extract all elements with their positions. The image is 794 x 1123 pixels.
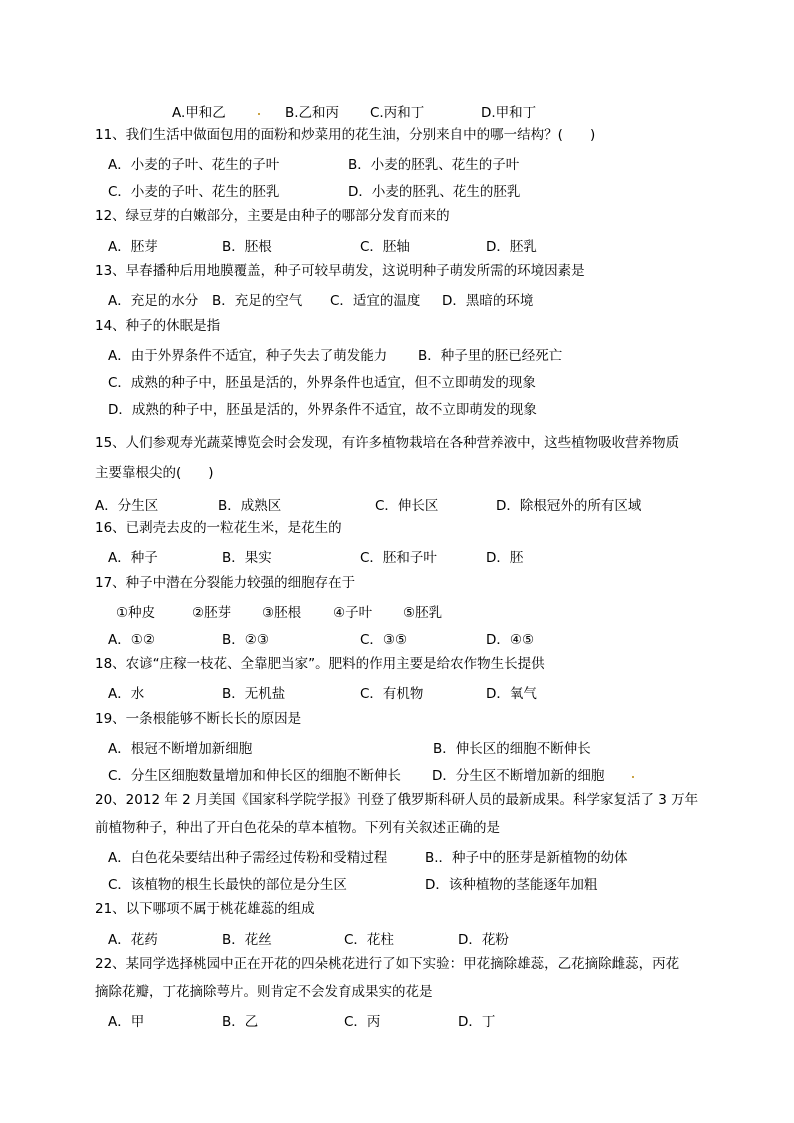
q15-option-a: A．分生区 <box>95 498 159 514</box>
q13-option-b: B．充足的空气 <box>212 293 303 309</box>
q16-option-d: D．胚 <box>486 550 524 566</box>
q10-option-d: D.甲和丁 <box>481 105 537 121</box>
q14-option-c: C．成熟的种子中，胚虽是活的，外界条件也适宜，但不立即萌发的现象 <box>108 375 536 391</box>
q10-option-a: A.甲和乙 <box>172 105 226 121</box>
q17-item-4: ④子叶 <box>333 605 373 621</box>
question-11-stem: 11、我们生活中做面包用的面粉和炒菜用的花生油，分别来自中的哪一结构？( ) <box>95 127 596 143</box>
q18-option-c: C．有机物 <box>360 686 424 702</box>
question-20-stem-line-1: 20、2012 年 2 月美国《国家科学院学报》刊登了俄罗斯科研人员的最新成果。科学家复活了 3 万年 <box>95 792 699 808</box>
q15-option-b: B．成熟区 <box>218 498 282 514</box>
q17-option-d: D．④⑤ <box>486 632 535 648</box>
q12-option-b: B．胚根 <box>222 239 272 255</box>
q22-option-c: C．丙 <box>344 1014 381 1030</box>
q12-option-d: D．胚乳 <box>486 239 537 255</box>
q17-item-2: ②胚芽 <box>192 605 232 621</box>
question-14-stem: 14、种子的休眠是指 <box>95 318 221 334</box>
q18-option-a: A．水 <box>108 686 145 702</box>
q18-option-d: D．氧气 <box>486 686 537 702</box>
q11-option-c: C．小麦的子叶、花生的胚乳 <box>108 184 280 200</box>
q13-option-a: A．充足的水分 <box>108 293 199 309</box>
q16-option-c: C．胚和子叶 <box>360 550 437 566</box>
q10-option-b: B.乙和丙 <box>285 105 340 121</box>
q11-option-a: A．小麦的子叶、花生的子叶 <box>108 157 280 173</box>
q16-option-b: B．果实 <box>222 550 272 566</box>
q17-item-3: ③胚根 <box>262 605 302 621</box>
q12-option-c: C．胚轴 <box>360 239 410 255</box>
q15-option-d: D．除根冠外的所有区域 <box>496 498 642 514</box>
q14-option-b: B．种子里的胚已经死亡 <box>418 348 563 364</box>
stray-mark <box>632 776 634 778</box>
question-13-stem: 13、早春播种后用地膜覆盖，种子可较早萌发，这说明种子萌发所需的环境因素是 <box>95 263 585 279</box>
question-22-stem-line-1: 22、某同学选择桃园中正在开花的四朵桃花进行了如下实验：甲花摘除雄蕊，乙花摘除雌蕊，丙花 <box>95 956 680 972</box>
q19-option-d: D．分生区不断增加新的细胞 <box>432 768 605 784</box>
stray-mark <box>258 113 260 115</box>
q22-option-b: B．乙 <box>222 1014 259 1030</box>
q20-option-b: B.．种子中的胚芽是新植物的幼体 <box>425 850 628 866</box>
q22-option-a: A．甲 <box>108 1014 145 1030</box>
q21-option-d: D．花粉 <box>458 932 509 948</box>
question-16-stem: 16、已剥壳去皮的一粒花生米，是花生的 <box>95 520 342 536</box>
question-15-stem-line-1: 15、人们参观寿光蔬菜博览会时会发现，有许多植物栽培在各种营养液中，这些植物吸收营养物质 <box>95 435 680 451</box>
q19-option-a: A．根冠不断增加新细胞 <box>108 741 253 757</box>
q10-option-c: C.丙和丁 <box>370 105 425 121</box>
q13-option-c: C．适宜的温度 <box>330 293 421 309</box>
question-17-stem: 17、种子中潜在分裂能力较强的细胞存在于 <box>95 575 356 591</box>
question-19-stem: 19、一条根能够不断长长的原因是 <box>95 711 302 727</box>
question-21-stem: 21、以下哪项不属于桃花雄蕊的组成 <box>95 901 315 917</box>
q17-item-1: ①种皮 <box>116 605 156 621</box>
q17-option-c: C．③⑤ <box>360 632 408 648</box>
q21-option-b: B．花丝 <box>222 932 272 948</box>
question-20-stem-line-2: 前植物种子，种出了开白色花朵的草本植物。下列有关叙述正确的是 <box>95 820 500 836</box>
q22-option-d: D．丁 <box>458 1014 496 1030</box>
q15-option-c: C．伸长区 <box>375 498 439 514</box>
q21-option-c: C．花柱 <box>344 932 394 948</box>
q21-option-a: A．花药 <box>108 932 158 948</box>
q11-option-b: B．小麦的胚乳、花生的子叶 <box>348 157 520 173</box>
q20-option-d: D．该种植物的茎能逐年加粗 <box>425 877 598 893</box>
question-12-stem: 12、绿豆芽的白嫩部分，主要是由种子的哪部分发育而来的 <box>95 208 450 224</box>
q14-option-d: D．成熟的种子中，胚虽是活的，外界条件不适宜，故不立即萌发的现象 <box>108 402 537 418</box>
q20-option-a: A．白色花朵要结出种子需经过传粉和受精过程 <box>108 850 388 866</box>
question-15-stem-line-2: 主要靠根尖的( ) <box>95 465 214 481</box>
q12-option-a: A．胚芽 <box>108 239 158 255</box>
q18-option-b: B．无机盐 <box>222 686 286 702</box>
q13-option-d: D．黑暗的环境 <box>442 293 534 309</box>
q20-option-c: C．该植物的根生长最快的部位是分生区 <box>108 877 347 893</box>
q17-option-b: B．②③ <box>222 632 269 648</box>
q17-option-a: A．①② <box>108 632 155 648</box>
q17-item-5: ⑤胚乳 <box>403 605 443 621</box>
q19-option-b: B．伸长区的细胞不断伸长 <box>433 741 591 757</box>
q14-option-a: A．由于外界条件不适宜，种子失去了萌发能力 <box>108 348 388 364</box>
question-22-stem-line-2: 摘除花瓣，丁花摘除萼片。则肯定不会发育成果实的花是 <box>95 984 433 1000</box>
q19-option-c: C．分生区细胞数量增加和伸长区的细胞不断伸长 <box>108 768 401 784</box>
q11-option-d: D．小麦的胚乳、花生的胚乳 <box>348 184 521 200</box>
question-18-stem: 18、农谚“庄稼一枝花、全靠肥当家”。肥料的作用主要是给农作物生长提供 <box>95 656 545 672</box>
q16-option-a: A．种子 <box>108 550 158 566</box>
